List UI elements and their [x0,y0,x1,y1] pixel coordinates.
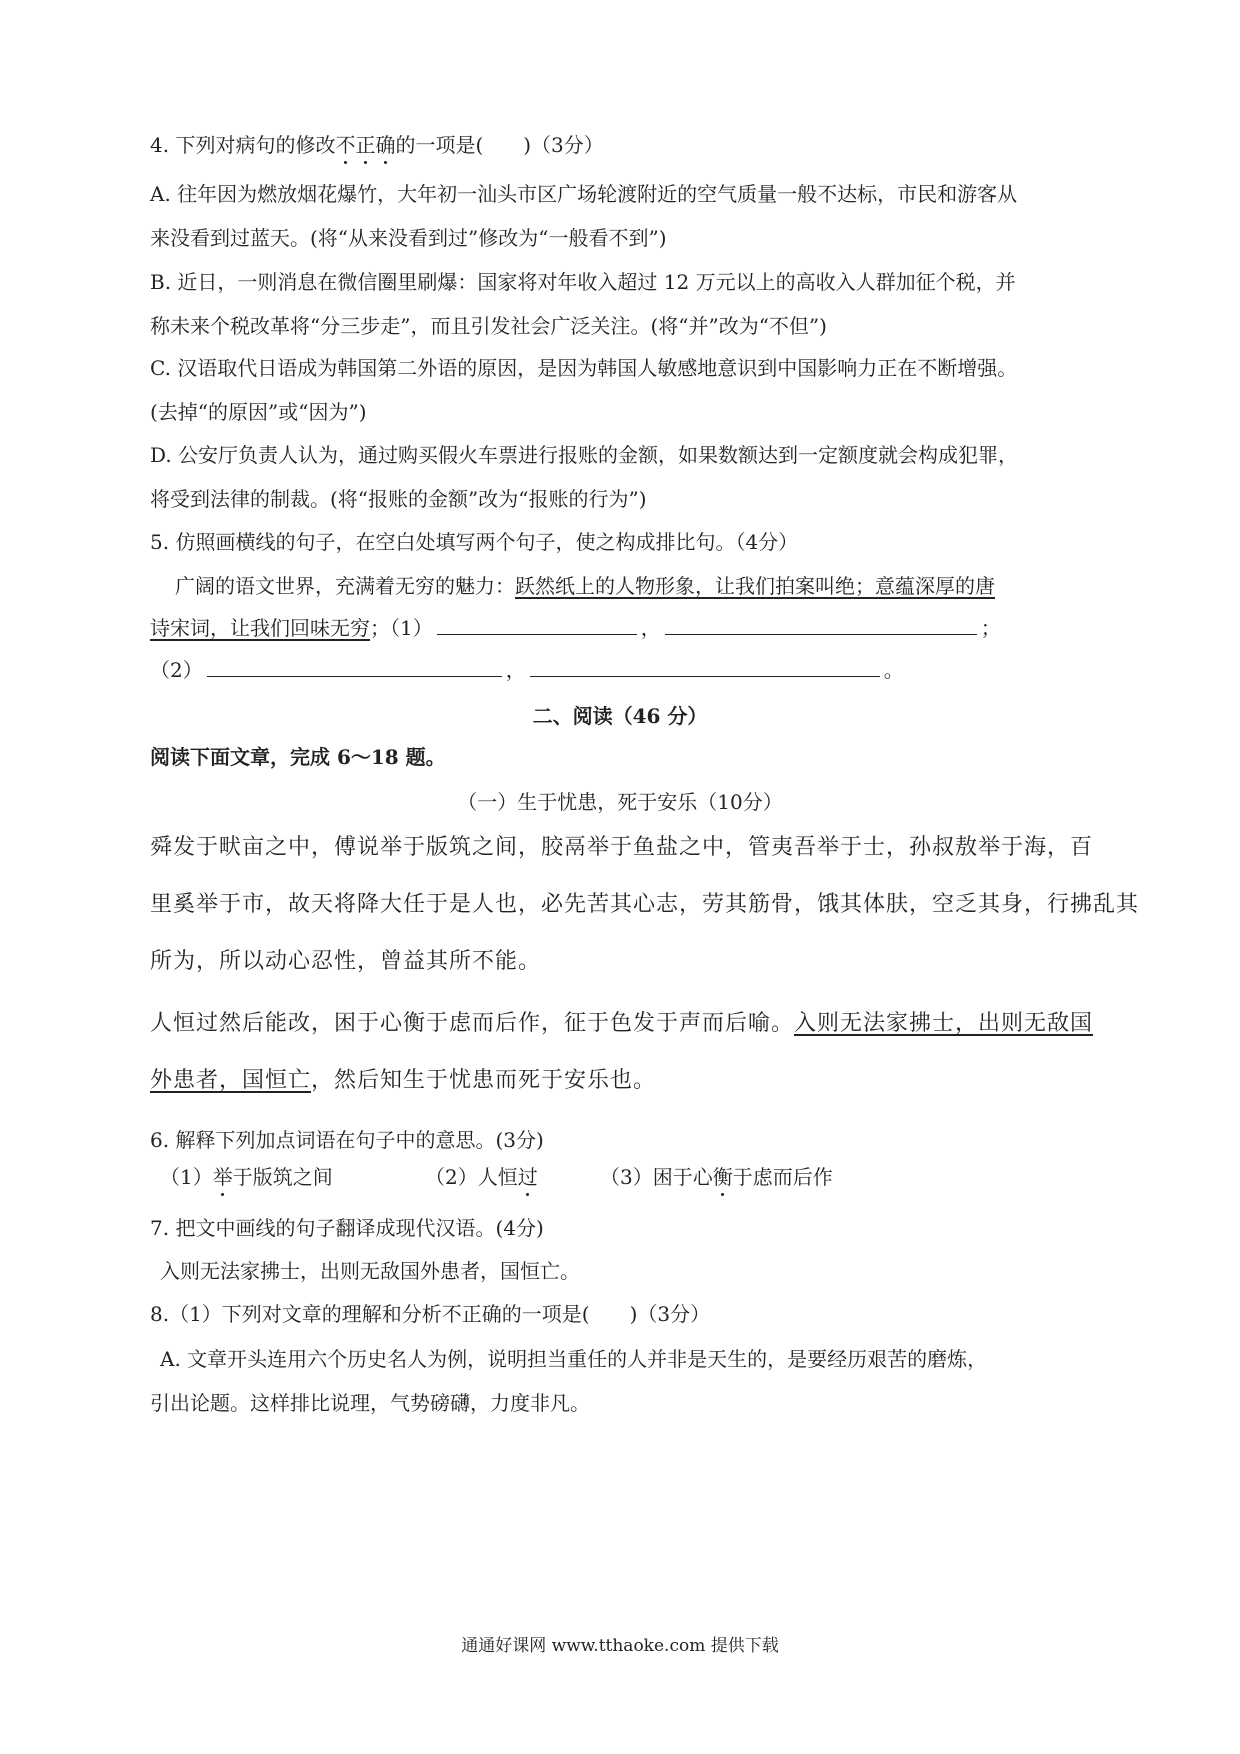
q8-option-a-line2: 引出论题。这样排比说理，气势磅礴，力度非凡。 [150,1391,590,1415]
passage-p1-line2: 里奚举于市，故天将降大任于是人也，必先苦其心志，劳其筋骨，饿其体肤，空乏其身，行拂乱其 [150,892,1140,917]
q6-item-label: （1） [160,1165,213,1189]
page-footer: 通通好课网 www.tthaoke.com 提供下载 [461,1636,779,1656]
q5-heading: 5. 仿照画横线的句子，在空白处填写两个句子，使之构成排比句。（4分） [150,530,799,554]
q6-item-text: （2）人恒 [425,1165,518,1189]
passage-text: ，然后知生于忧患而死于安乐也。 [311,1068,657,1093]
punct: 。 [883,658,904,682]
answer-blank[interactable] [207,656,502,677]
emphasis-dot-char: 正 [355,133,376,157]
q6-heading: 6. 解释下列加点词语在句子中的意思。(3分) [150,1128,544,1152]
q6-item-text: （3）困于心 [600,1165,713,1189]
q4-option-b-line1: B. 近日，一则消息在微信圈里刷爆：国家将对年收入超过 12 万元以上的高收入人群加征个税，并 [150,270,1016,294]
reading-instruction: 阅读下面文章，完成 6～18 题。 [150,745,446,769]
q8-heading: 8.（1）下列对文章的理解和分析不正确的一项是( )（3分） [150,1302,711,1326]
q4-option-b-line2: 称未来个税改革将“分三步走”，而且引发社会广泛关注。(将“并”改为“不但”) [150,314,827,338]
emphasis-dot-char: 确 [375,133,396,157]
passage-text: 人恒过然后能改，困于心衡于虑而后作，征于色发于声而后喻。 [150,1011,795,1036]
answer-blank[interactable] [530,656,880,677]
punct: ， [640,616,661,640]
q4-option-d-line1: D. 公安厅负责人认为，通过购买假火车票进行报账的金额，如果数额达到一定额度就会构成犯罪， [150,443,1019,467]
emphasis-dot-char: 衡 [712,1165,733,1189]
passage-p2-line1 [150,1010,1100,1038]
q6-item-3 [600,1163,1000,1191]
q5-blank-label-2: （2） [150,658,203,682]
passage-title: （一）生于忧患，死于安乐（10分） [457,790,783,814]
passage-p2-line2 [150,1067,1100,1095]
q6-item-2 [425,1163,625,1191]
q8-option-a-line1: A. 文章开头连用六个历史名人为例，说明担当重任的人并非是天生的，是要经历艰苦的磨炼， [160,1347,988,1371]
q4-option-d-line2: 将受到法律的制裁。(将“报账的金额”改为“报账的行为”) [150,487,647,511]
q4-option-c-line1: C. 汉语取代日语成为韩国第二外语的原因，是因为韩国人敏感地意识到中国影响力正在不断增强。 [150,356,1018,380]
q7-sentence: 入则无法家拂士，出则无敌国外患者，国恒亡。 [160,1259,580,1283]
q4-heading-tail: 的一项是( )（3分） [395,133,604,157]
q5-underlined-example: 跃然纸上的人物形象，让我们拍案叫绝；意蕴深厚的唐 [515,574,995,598]
q6-item-text: 于虑而后作 [732,1165,833,1189]
emphasis-dot-char: 举 [212,1165,233,1189]
q5-sentence-line1 [175,572,1125,600]
answer-blank[interactable] [437,614,637,635]
section-title: 二、阅读（46 分） [532,704,708,728]
punct: ； [980,616,1001,640]
q4-option-a-line2: 来没看到过蓝天。(将“从来没看到过”修改为“一般看不到”) [150,226,667,250]
answer-blank[interactable] [665,614,977,635]
passage-p1-line3: 所为，所以动心忍性，曾益其所不能。 [150,949,542,974]
q4-option-a-line1: A. 往年因为燃放烟花爆竹，大年初一汕头市区广场轮渡附近的空气质量一般不达标，市民和游客从 [150,182,1018,206]
q4-heading-text: 4. 下列对病句的修改 [150,133,336,157]
passage-underlined-sentence-cont: 外患者，国恒亡 [150,1068,312,1093]
q5-blank-label-1: ；（1） [370,616,433,640]
q4-heading [150,131,1100,159]
q7-heading: 7. 把文中画线的句子翻译成现代汉语。(4分) [150,1216,544,1240]
q5-sentence-line2 [150,614,1100,642]
punct: ， [505,658,526,682]
passage-underlined-sentence: 入则无法家拂士，出则无敌国 [794,1011,1094,1036]
passage-p1-line1: 舜发于畎亩之中，傅说举于版筑之间，胶鬲举于鱼盐之中，管夷吾举于士，孙叔敖举于海，百 [150,835,1094,860]
emphasis-dot-char: 不 [335,133,356,157]
q5-sentence-line3 [150,656,1100,684]
q5-underlined-example-cont: 诗宋词，让我们回味无穷 [150,616,370,640]
q4-option-c-line2: (去掉“的原因”或“因为”) [150,400,367,424]
q6-item-text: 于版筑之间 [232,1165,333,1189]
emphasis-dot-char: 过 [517,1165,538,1189]
q5-intro-text: 广阔的语文世界，充满着无穷的魅力： [175,574,515,598]
